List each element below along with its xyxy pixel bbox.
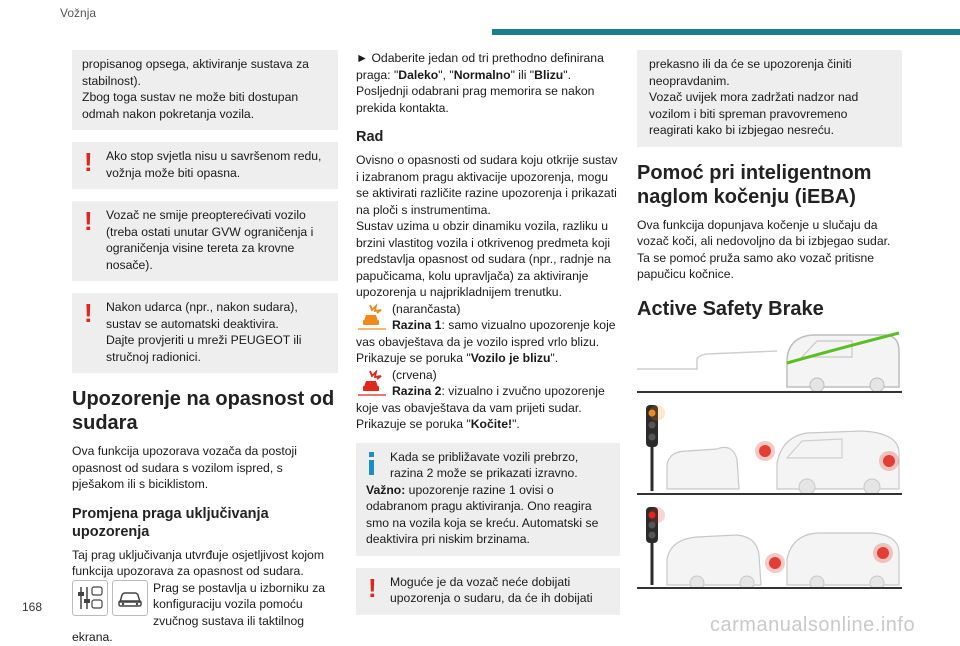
note-text: Zbog toga sustav ne može biti dostupan odmah nakon pokretanja vozila. (82, 90, 299, 121)
scene-2 (637, 403, 902, 495)
subsection-heading: Promjena praga uključivanja upozorenja (72, 505, 269, 540)
warning-box (72, 142, 338, 189)
paragraph: Ovisno o opasnosti od sudara koju otkrije sustav i izabranom pragu aktivacije upozorenja, mogu se aktivirati različite razine upozorenja i prikazati na ploči s instrumentima. (356, 153, 618, 217)
section-heading: Upozorenje na opasnost od sudara (72, 388, 335, 434)
paragraph: Prag se postavlja u izborniku za konfiguraciju vozila pomoću zvučnog sustava ili taktilnog ekrana. (72, 580, 326, 644)
column-1 (72, 50, 338, 646)
scene-3 (637, 505, 902, 589)
header-accent-bar (492, 29, 960, 35)
warning-text: ! Moguće je da vozač neće dobijati upozorenja o sudaru, da će ih dobijati (390, 574, 593, 605)
collision-alert-orange-icon (356, 301, 388, 333)
level-color: (crvena) (392, 367, 437, 382)
warning-text: ! Nakon udarca (npr., nakon sudara), sustav se automatski deaktivira. (106, 300, 298, 331)
settings-icons (72, 580, 148, 616)
level-description: Razina 1: samo vizualno upozorenje koje vas obavještava da je vozilo ispred vrlo blizu. (356, 318, 616, 349)
page-number: 168 (22, 600, 43, 614)
info-text: Kada se približavate vozili prebrzo, razina 2 može se prikazati izravno. (390, 449, 579, 480)
paragraph: Sustav uzima u obzir dinamiku vozila, razliku u brzini vlastitog vozila i otkrivenog predmeta koji predstavlja opasnost od sudara (npr., radnje na papučicama, kolu upravljača) za aktiviranje upozorenja u najprikladnijem trenutku. (356, 219, 611, 299)
level-2-block (356, 367, 620, 417)
option-far: Daleko (398, 67, 439, 82)
paragraph: Ova funkcija dopunjava kočenje u slučaju da vozač koči, ali nedovoljno da bi izbjegao sudar. Ta se pomoć pruža samo ako vozač pritisne papučicu kočnice. (637, 217, 891, 281)
scene-1 (637, 329, 902, 393)
collision-alert-red-icon (356, 367, 388, 399)
warning-box (72, 201, 338, 281)
note-text: Vozač uvijek mora zadržati nadzor nad vozilom i biti spreman pravovremeno reagirati kako bi izbjegao nesreću. (649, 90, 859, 137)
note-text: propisanog opsega, aktiviranje sustava za stabilnost). (82, 57, 309, 88)
column-3 (637, 50, 902, 599)
info-icon (369, 452, 374, 476)
chapter-title: Vožnja (60, 6, 97, 20)
warning-text: ! Vozač ne smije preopterećivati vozilo (treba ostati unutar GVW ograničenja i ograničenja visine tereta za krovne nosače). (106, 208, 314, 272)
level-1-block (356, 301, 620, 351)
warning-continuation-box (637, 50, 902, 147)
note-text: prekasno ili da će se upozorenja činiti neopravdanim. (649, 57, 852, 88)
car-icon (112, 580, 148, 616)
threshold-options: ► Odaberite jedan od tri prethodno definirana praga: "Daleko", "Normalno" ili "Blizu". (356, 51, 604, 82)
active-safety-brake-illustration (637, 329, 902, 589)
paragraph: Posljednji odabrani prag memorira se nakon prekida kontakta. (356, 84, 595, 115)
level-color: (narančasta) (392, 301, 461, 316)
warning-box (72, 293, 338, 373)
info-box (356, 443, 620, 556)
section-heading: Pomoć pri inteligentnom naglom kočenju (iEBA) (637, 161, 872, 208)
warning-text: ! Ako stop svjetla nisu u savršenom redu, vožnja može biti opasna. (106, 149, 322, 180)
level-message: Prikazuje se poruka "Vozilo je blizu". (356, 351, 559, 365)
column-2 (356, 50, 620, 627)
note-box (72, 50, 338, 130)
paragraph: Taj prag uključivanja utvrđuje osjetljivost kojom funkcija upozorava za opasnost od sudara. (72, 547, 324, 578)
paragraph: Ova funkcija upozorava vozača da postoji opasnost od sudara s vozilom ispred, s pješakom ili s biciklistom. (72, 444, 297, 491)
section-heading: Active Safety Brake (637, 297, 824, 320)
subsection-heading: Rad (356, 129, 384, 145)
warning-text: Dajte provjeriti u mreži PEUGEOT ili stručnoj radionici. (106, 333, 302, 364)
warning-box (356, 568, 620, 615)
level-message: Prikazuje se poruka "Kočite!". (356, 417, 520, 431)
option-normal: Normalno (453, 67, 511, 82)
info-text: Važno: upozorenje razine 1 ovisi o odabranom pragu aktiviranja. Ono reagira smo na vozila koja se kreću. Automatski se deaktivira pri niskim brzinama. (366, 482, 599, 546)
level-description: Razina 2: vizualno i zvučno upozorenje koje vas obavještava da vam prijeti sudar. (356, 384, 605, 415)
vehicle-settings-icon (72, 580, 108, 616)
watermark: carmanualsonline.info (710, 614, 916, 636)
option-near: Blizu (534, 67, 564, 82)
